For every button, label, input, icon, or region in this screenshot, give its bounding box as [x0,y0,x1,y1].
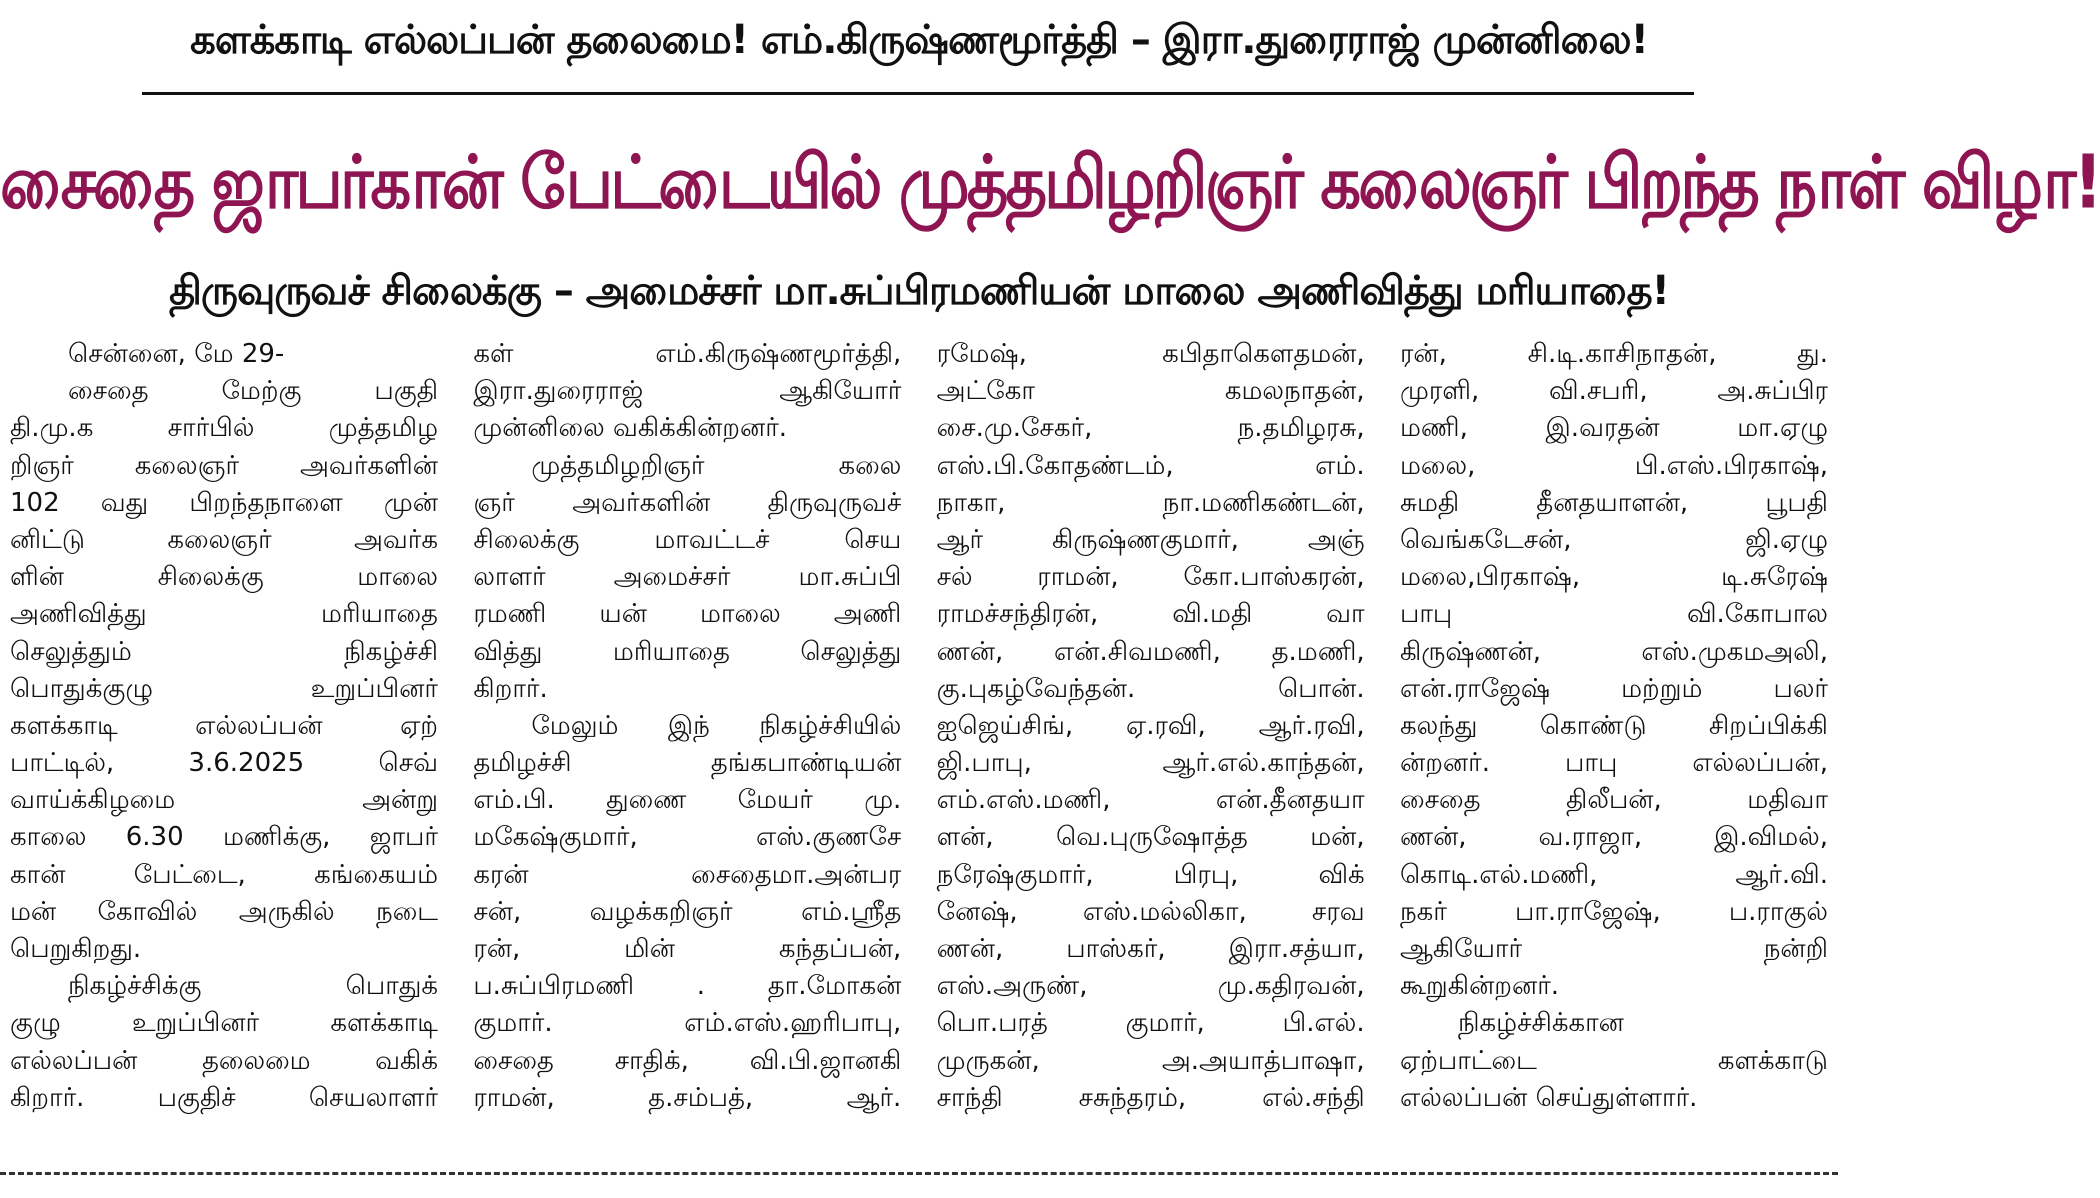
column-line: ராமச்சந்திரன், வி.மதி வா [936,599,1365,630]
column-line: பெறுகிறது. [10,934,142,964]
column-line: என்.ராஜேஷ் மற்றும் பலர் [1399,673,1828,704]
column-line: முன்னிலை வகிக்கின்றனர். [473,413,788,444]
bottom-divider [0,1172,1838,1175]
column-line: மலை, பி.எஸ்.பிரகாஷ், [1399,450,1828,481]
column-line: எம்.எஸ்.மணி, என்.தீனதயா [936,785,1365,816]
column-line: ஞர் அவர்களின் திருவுருவச் [473,487,902,518]
column-line: எம்.பி. துணை மேயர் மு. [473,785,902,816]
column-line: சைதை திலீபன், மதிவா [1399,785,1828,816]
column-line: சை.மு.சேகர், ந.தமிழரசு, [936,413,1365,444]
column-line: வித்து மரியாதை செலுத்து [473,636,902,667]
column-line: நிகழ்ச்சிக்கான [1457,1008,1624,1039]
column-line: னேஷ், எஸ்.மல்லிகா, சரவ [936,896,1365,927]
column-line: ப.சுப்பிரமணி . தா.மோகன் [473,971,902,1002]
column-line: நிகழ்ச்சிக்கு பொதுக் [68,971,438,1002]
column-line: சைதை மேற்கு பகுதி [68,376,438,407]
column-line: ஜி.பாபு, ஆர்.எல்.காந்தன், [936,748,1365,779]
column-line: நகர் பா.ராஜேஷ், ப.ராகுல் [1399,896,1828,927]
column-line: கரன் சைதைமா.அன்பர [473,859,902,890]
column-line: கிறார். பகுதிச் செயலாளர் [10,1082,438,1113]
column-line: 102 வது பிறந்தநாளை முன் [10,487,438,518]
column-line: கு.புகழ்வேந்தன். பொன். [936,673,1365,704]
column-line: முரளி, வி.சபரி, அ.சுப்பிர [1399,376,1828,407]
column-line: வெங்கடேசன், ஜி.ஏழு [1399,524,1828,555]
column-line: தி.மு.க சார்பில் முத்தமிழ [10,413,438,444]
article-column-1 [10,336,438,1156]
column-line: ளின் சிலைக்கு மாலை [10,562,438,593]
column-line: ரமேஷ், கபிதாகௌதமன், [936,339,1365,369]
column-line: னிட்டு கலைஞர் அவர்க [10,524,438,555]
column-line: மேலும் இந் நிகழ்ச்சியில் [531,710,902,741]
top-divider [142,92,1694,95]
column-line: நரேஷ்குமார், பிரபு, விக் [936,859,1365,890]
article-body [10,336,1828,1156]
column-line: பாட்டில், 3.6.2025 செவ் [10,748,438,779]
column-line: றிஞர் கலைஞர் அவர்களின் [10,450,438,481]
column-line: காலை 6.30 மணிக்கு, ஜாபர் [10,822,438,853]
column-line: இரா.துரைராஜ் ஆகியோர் [473,376,902,407]
column-line: வாய்க்கிழமை அன்று [10,785,438,816]
column-line: ரன், சி.டி.காசிநாதன், து. [1399,339,1828,369]
column-line: கிறார். [473,673,548,704]
column-line: குழு உறுப்பினர் களக்காடி [10,1008,438,1039]
top-deck: களக்காடி எல்லப்பன் தலைமை! எம்.கிருஷ்ணமூர்த்தி – இரா.துரைராஜ் முன்னிலை! [190,17,1648,63]
column-line: மகேஷ்குமார், எஸ்.குணசே [473,822,902,853]
column-line: சென்னை, மே 29- [68,339,285,369]
column-line: ஐஜெய்சிங், ஏ.ரவி, ஆர்.ரவி, [936,710,1365,741]
column-line: சைதை சாதிக், வி.பி.ஜானகி [473,1045,902,1076]
column-line: எஸ்.பி.கோதண்டம், எம். [936,450,1365,481]
column-line: கலந்து கொண்டு சிறப்பிக்கி [1399,710,1828,741]
column-line: செலுத்தும் நிகழ்ச்சி [10,636,438,667]
column-line: லாளர் அமைச்சர் மா.சுப்பி [473,562,902,593]
column-line: சல் ராமன், கோ.பாஸ்கரன், [936,562,1365,593]
column-line: ஆகியோர் நன்றி [1399,934,1828,964]
column-line: சிலைக்கு மாவட்டச் செய [473,524,902,555]
column-line: நாகா, நா.மணிகண்டன், [936,487,1365,518]
column-line: அட்கோ கமலநாதன், [936,376,1365,407]
column-line: ரன், மின் கந்தப்பன், [473,934,902,964]
column-line: ஆர் கிருஷ்ணகுமார், அஞ் [936,524,1365,555]
column-line: கொடி.எல்.மணி, ஆர்.வி. [1399,859,1828,890]
column-line: ணன், வ.ராஜா, இ.விமல், [1399,822,1828,853]
column-line: ளன், வெ.புருஷோத்த மன், [936,822,1365,853]
column-line: முத்தமிழறிஞர் கலை [531,450,902,481]
column-line: எல்லப்பன் தலைமை வகிக் [10,1045,438,1076]
column-line: மன் கோவில் அருகில் நடை [10,896,438,927]
column-line: அணிவித்து மரியாதை [10,599,438,630]
column-line: சன், வழக்கறிஞர் எம்.ஸ்ரீத [473,896,902,927]
subhead: திருவுருவச் சிலைக்கு – அமைச்சர் மா.சுப்பிரமணியன் மாலை அணிவித்து மரியாதை! [169,268,1669,314]
column-line: மலை,பிரகாஷ், டி.சுரேஷ் [1399,562,1828,593]
column-line: கூறுகின்றனர். [1399,971,1560,1002]
article-column-4 [1400,336,1828,1156]
article-column-3 [937,336,1365,1156]
column-line: குமார். எம்.எஸ்.ஹரிபாபு, [473,1008,902,1039]
column-line: கள் எம்.கிருஷ்ணமூர்த்தி, [473,339,902,369]
column-line: ணன், என்.சிவமணி, த.மணி, [936,636,1365,667]
column-line: மணி, இ.வரதன் மா.ஏழு [1399,413,1828,444]
column-line: ஏற்பாட்டை களக்காடு [1399,1045,1828,1076]
column-line: எஸ்.அருண், மு.கதிரவன், [936,971,1365,1002]
column-line: கான் பேட்டை, கங்கையம் [10,859,438,890]
headline: சைதை ஜாபர்கான் பேட்டையில் முத்தமிழறிஞர் கலைஞர் பிறந்த நாள் விழா! [0,141,2100,227]
article-column-2 [473,336,901,1156]
column-line: கிருஷ்ணன், எஸ்.முகமஅலி, [1399,636,1828,667]
column-line: சாந்தி சசுந்தரம், எல்.சந்தி [936,1082,1365,1113]
column-line: தமிழச்சி தங்கபாண்டியன் [473,748,902,779]
column-line: ராமன், த.சம்பத், ஆர். [473,1082,902,1113]
column-line: ணன், பாஸ்கர், இரா.சத்யா, [936,934,1365,964]
column-line: சுமதி தீனதயாளன், பூபதி [1399,487,1828,518]
column-line: முருகன், அ.அயாத்பாஷா, [936,1045,1365,1076]
column-line: ரமணி யன் மாலை அணி [473,599,902,630]
column-line: பாபு வி.கோபால [1399,599,1828,630]
column-line: ன்றனர். பாபு எல்லப்பன், [1399,748,1828,779]
column-line: எல்லப்பன் செய்துள்ளார். [1399,1082,1698,1113]
column-line: பொதுக்குழு உறுப்பினர் [10,673,438,704]
column-line: களக்காடி எல்லப்பன் ஏற் [10,710,438,741]
column-line: பொ.பரத் குமார், பி.எல். [936,1008,1365,1039]
